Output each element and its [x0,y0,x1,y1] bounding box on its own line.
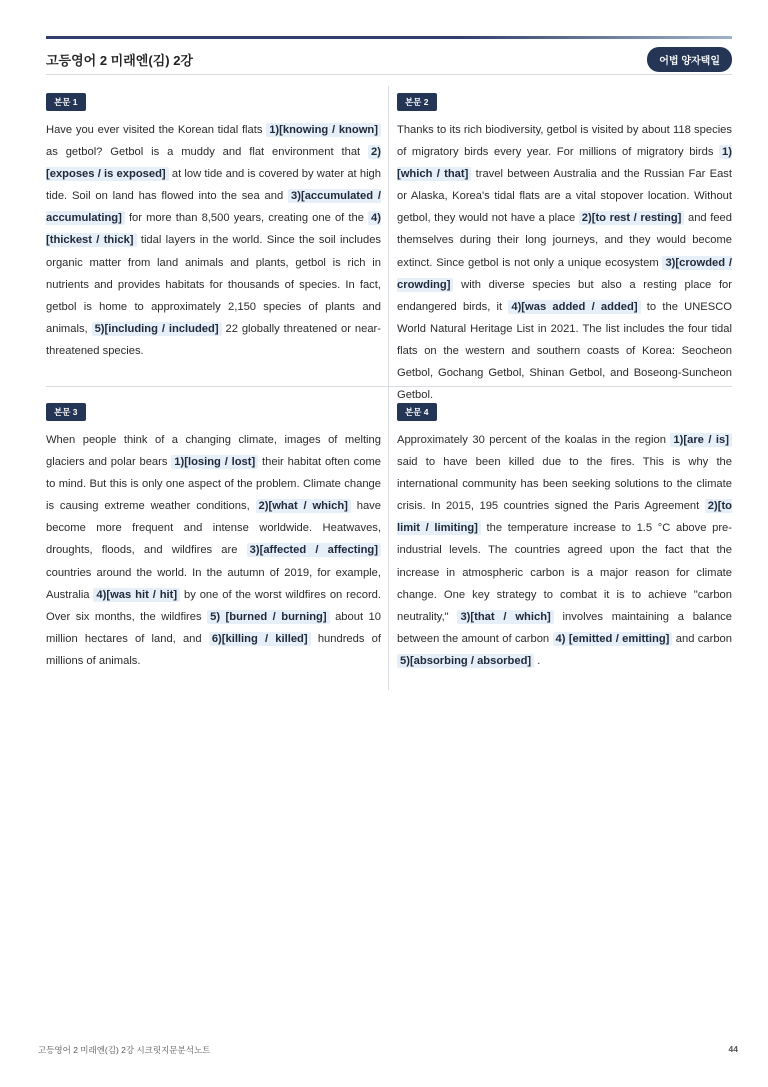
grammar-choice: 2)[to rest / resting] [579,211,685,225]
page-number: 44 [728,1044,738,1054]
passage-3-text [46,429,381,672]
passage-text-run: . [534,654,541,667]
grammar-choice: 1)[knowing / known] [266,123,381,137]
grammar-choice: 4) [emitted / emitting] [553,632,673,646]
grammar-choice: 3)[affected / affecting] [247,543,381,557]
passage-text-run: countries around the world. In the autumn of 2019, for example, Australia [46,566,381,601]
passage-text-run: When people think of a changing climate, images of melting glaciers and polar bears [46,434,381,469]
passage-1-text [46,119,381,362]
passage-2 [397,92,732,406]
header-accent-bar [46,36,732,39]
grammar-choice: 3)[crowded / crowding] [397,256,733,291]
passage-4 [397,402,732,672]
passage-text-run: at low tide and is covered by water at high tide. Soil on land has flowed into the sea and [46,168,381,203]
page-title: 고등영어 2 미래엔(김) 2강 [46,53,193,68]
footer-text: 고등영어 2 미래엔(김) 2강 시크릿지문분석노트 [38,1045,211,1055]
grammar-choice: 3)[accumulated / accumulating] [46,190,381,225]
passage-text-run: and carbon [672,632,733,645]
passage-4-text [397,429,732,672]
passage-text-run: to the UNESCO World Natural Heritage List in 2021. The list includes the four tidal flats on the western and southern coasts of Korea: Seocheon Getbol, Gochang Getbol, Shinan Getbol, and Boseong-Suncheon Getbol. [397,300,732,402]
grammar-choice: 4)[was added / added] [508,300,640,314]
grammar-choice: 1)[losing / lost] [171,455,258,469]
passage-text-run: as getbol? Getbol is a muddy and flat environment that [46,146,369,159]
passage-text-run: tidal layers in the world. Since the soil includes organic matter from land animals and plants, getbol is rich in nutrients and provides habitats for thousands of species. In fact, getbol is home to approximately 2,150 species of plants and animals, [46,234,382,335]
grammar-choice: 6)[killing / killed] [209,632,311,646]
grammar-choice: 5) [burned / burning] [207,610,330,624]
passage-2-label: 본문 2 [397,93,437,111]
grammar-choice: 1) [which / that] [397,146,732,181]
passage-text-run: about 10 million hectares of land, and [46,610,381,645]
grammar-choice: 5)[absorbing / absorbed] [397,654,534,668]
passage-text-run: 22 globally threatened or near-threatened species. [46,322,381,357]
passage-text-run: by one of the worst wildfires on record. Over six months, the wildfires [46,588,381,623]
passage-text-run: with diverse species but also a resting place for endangered birds, it [397,278,732,313]
passage-text-run: the temperature increase to 1.5 °C above pre-industrial levels. The countries agreed upon the fact that the increase in atmospheric carbon is a major reason for climate change. One key strategy to combat it is to achieve "carbon neutrality," [397,522,732,623]
passage-text-run: Have you ever visited the Korean tidal flats [46,124,267,136]
grammar-choice: 1)[are / is] [670,433,732,447]
header-badge: 어법 양자택일 [647,47,732,72]
passage-2-text [397,119,732,406]
passage-text-run: their habitat often come to mind. But this is only one aspect of the problem. Climate change is causing extreme weather conditions, [46,456,382,513]
passage-3 [46,402,381,672]
grammar-choice: 2)[to limit / limiting] [397,500,732,535]
grammar-choice: 4)[thickest / thick] [46,212,381,247]
grammar-choice: 5)[including / included] [92,322,222,336]
passage-4-label: 본문 4 [397,403,437,421]
passage-text-run: have become more frequent and intense worldwide. Heatwaves, droughts, floods, and wildfires are [46,500,382,557]
passage-text-run: Thanks to its rich biodiversity, getbol is visited by about 118 species of migratory birds every year. For millions of migratory birds [397,124,732,159]
passage-1-label: 본문 1 [46,93,86,111]
header-divider [46,74,732,75]
passage-1 [46,92,381,362]
passage-text-run: for more than 8,500 years, creating one of the [124,212,369,225]
passage-text-run: hundreds of millions of animals. [46,632,381,667]
grammar-choice: 4)[was hit / hit] [93,588,180,602]
passage-3-label: 본문 3 [46,403,86,421]
passage-text-run: Approximately 30 percent of the koalas in the region [397,434,671,446]
grammar-choice: 3)[that / which] [457,610,553,624]
grammar-choice: 2)[exposes / is exposed] [46,146,381,181]
passage-text-run: involves maintaining a balance between the amount of carbon [397,610,732,645]
passage-text-run: travel between Australia and the Russian Far East or Alaska, Korea's tidal flats are a vital stopover location. Without getbol, they would not have a place [397,168,733,225]
grammar-choice: 2)[what / which] [256,499,351,513]
passage-text-run: and feed themselves during their long journeys, and they would become extinct. Since getbol is not only a unique ecosystem [397,212,732,269]
column-divider [388,86,389,690]
passage-text-run: said to have been killed due to the fires. This is why the international community has been seeking solutions to the climate crisis. In 2015, 195 countries signed the Paris Agreement [397,456,732,513]
